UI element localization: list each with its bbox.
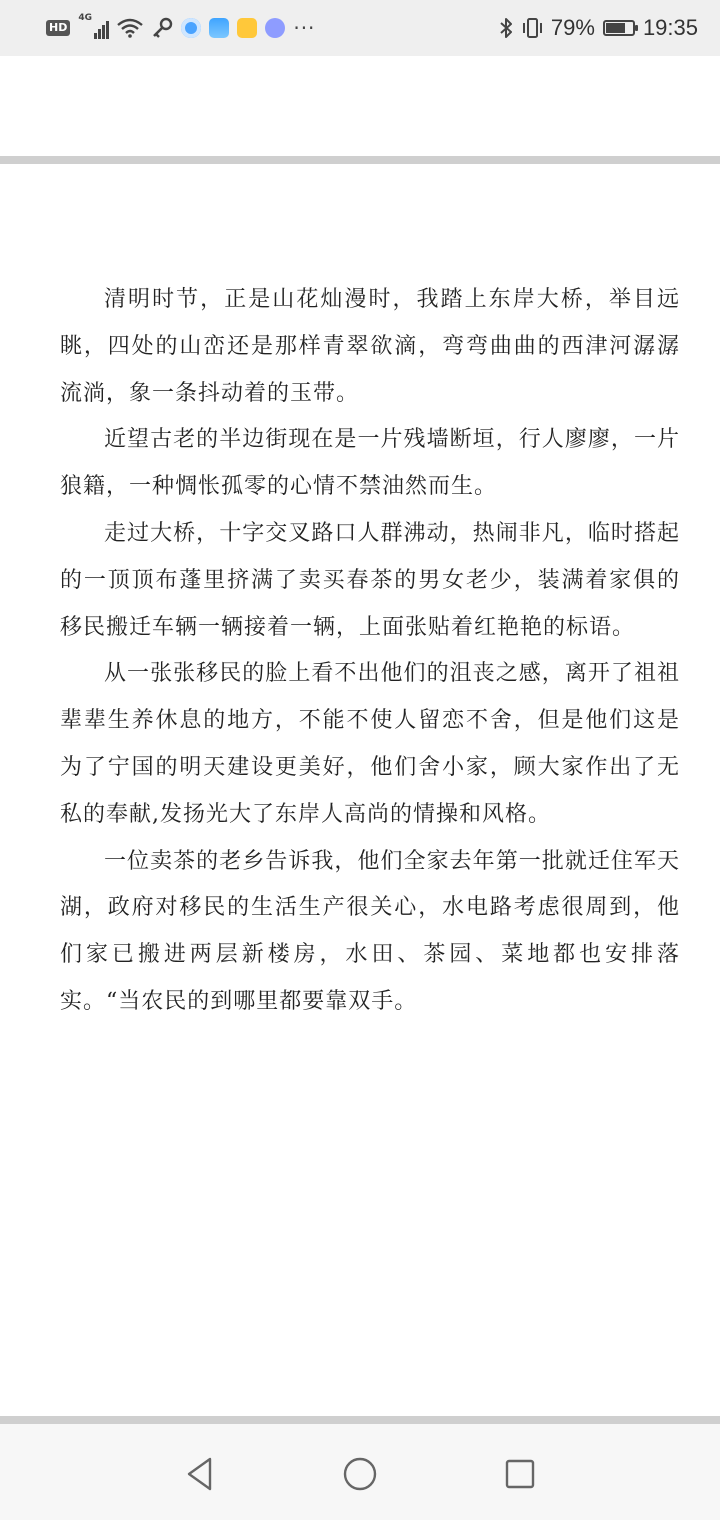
vibrate-icon [521,17,543,39]
article-paragraph: 一位卖茶的老乡告诉我，他们全家去年第一批就迁住军天湖，政府对移民的生活生产很关心，水电路考虑很周到，他们家已搬进两层新楼房，水田、茶园、菜地都也安排落实。“当农民的到哪里都要靠双手。 [60,848,680,1014]
hd-icon: HD [46,20,70,36]
signal-icon [78,13,109,39]
header-divider [0,156,720,164]
home-icon [342,1456,378,1492]
article-paragraph: 近望古老的半边街现在是一片残墙断垣，行人廖廖，一片狼籍，一种惆怅孤零的心情不禁油然而生。 [60,427,680,500]
recents-button[interactable] [500,1454,540,1494]
status-bar [0,0,720,56]
key-icon [151,17,173,39]
status-right [499,15,698,41]
bluetooth-icon [499,17,513,39]
clock: 19:35 [642,15,698,40]
recents-icon [504,1458,536,1490]
network-type-label: 4G [78,13,92,23]
notes-icon [237,18,257,38]
browser-icon [181,18,201,38]
back-button[interactable] [180,1454,220,1494]
music-icon [265,18,285,38]
article-body [60,277,680,1026]
battery-percent: 79% [550,15,595,40]
article-paragraph: 走过大桥，十字交叉路口人群沸动，热闹非凡，临时搭起的一顶顶布蓬里挤满了卖买春茶的男女老少，装满着家俱的移民搬迁车辆一辆接着一辆，上面张贴着红艳艳的标语。 [60,520,680,640]
weather-icon [209,18,229,38]
navigation-bar [0,1424,720,1520]
more-notifications-icon: ··· [293,16,316,40]
wifi-icon [117,18,143,38]
home-button[interactable] [340,1454,380,1494]
article-paragraph: 清明时节，正是山花灿漫时，我踏上东岸大桥，举目远眺，四处的山峦还是那样青翠欲滴，弯弯曲曲的西津河潺潺流淌，象一条抖动着的玉带。 [60,287,680,406]
battery-icon [603,20,635,36]
back-icon [184,1456,216,1492]
status-left [46,13,316,40]
article-paragraph: 从一张张移民的脸上看不出他们的沮丧之感，离开了祖祖辈辈生养休息的地方，不能不使人留恋不舍，但是他们这是为了宁国的明天建设更美好，他们舍小家，顾大家作出了无私的奉献,发扬光大了东岸人高尚的情操和风格。 [60,661,680,827]
footer-divider [0,1416,720,1424]
